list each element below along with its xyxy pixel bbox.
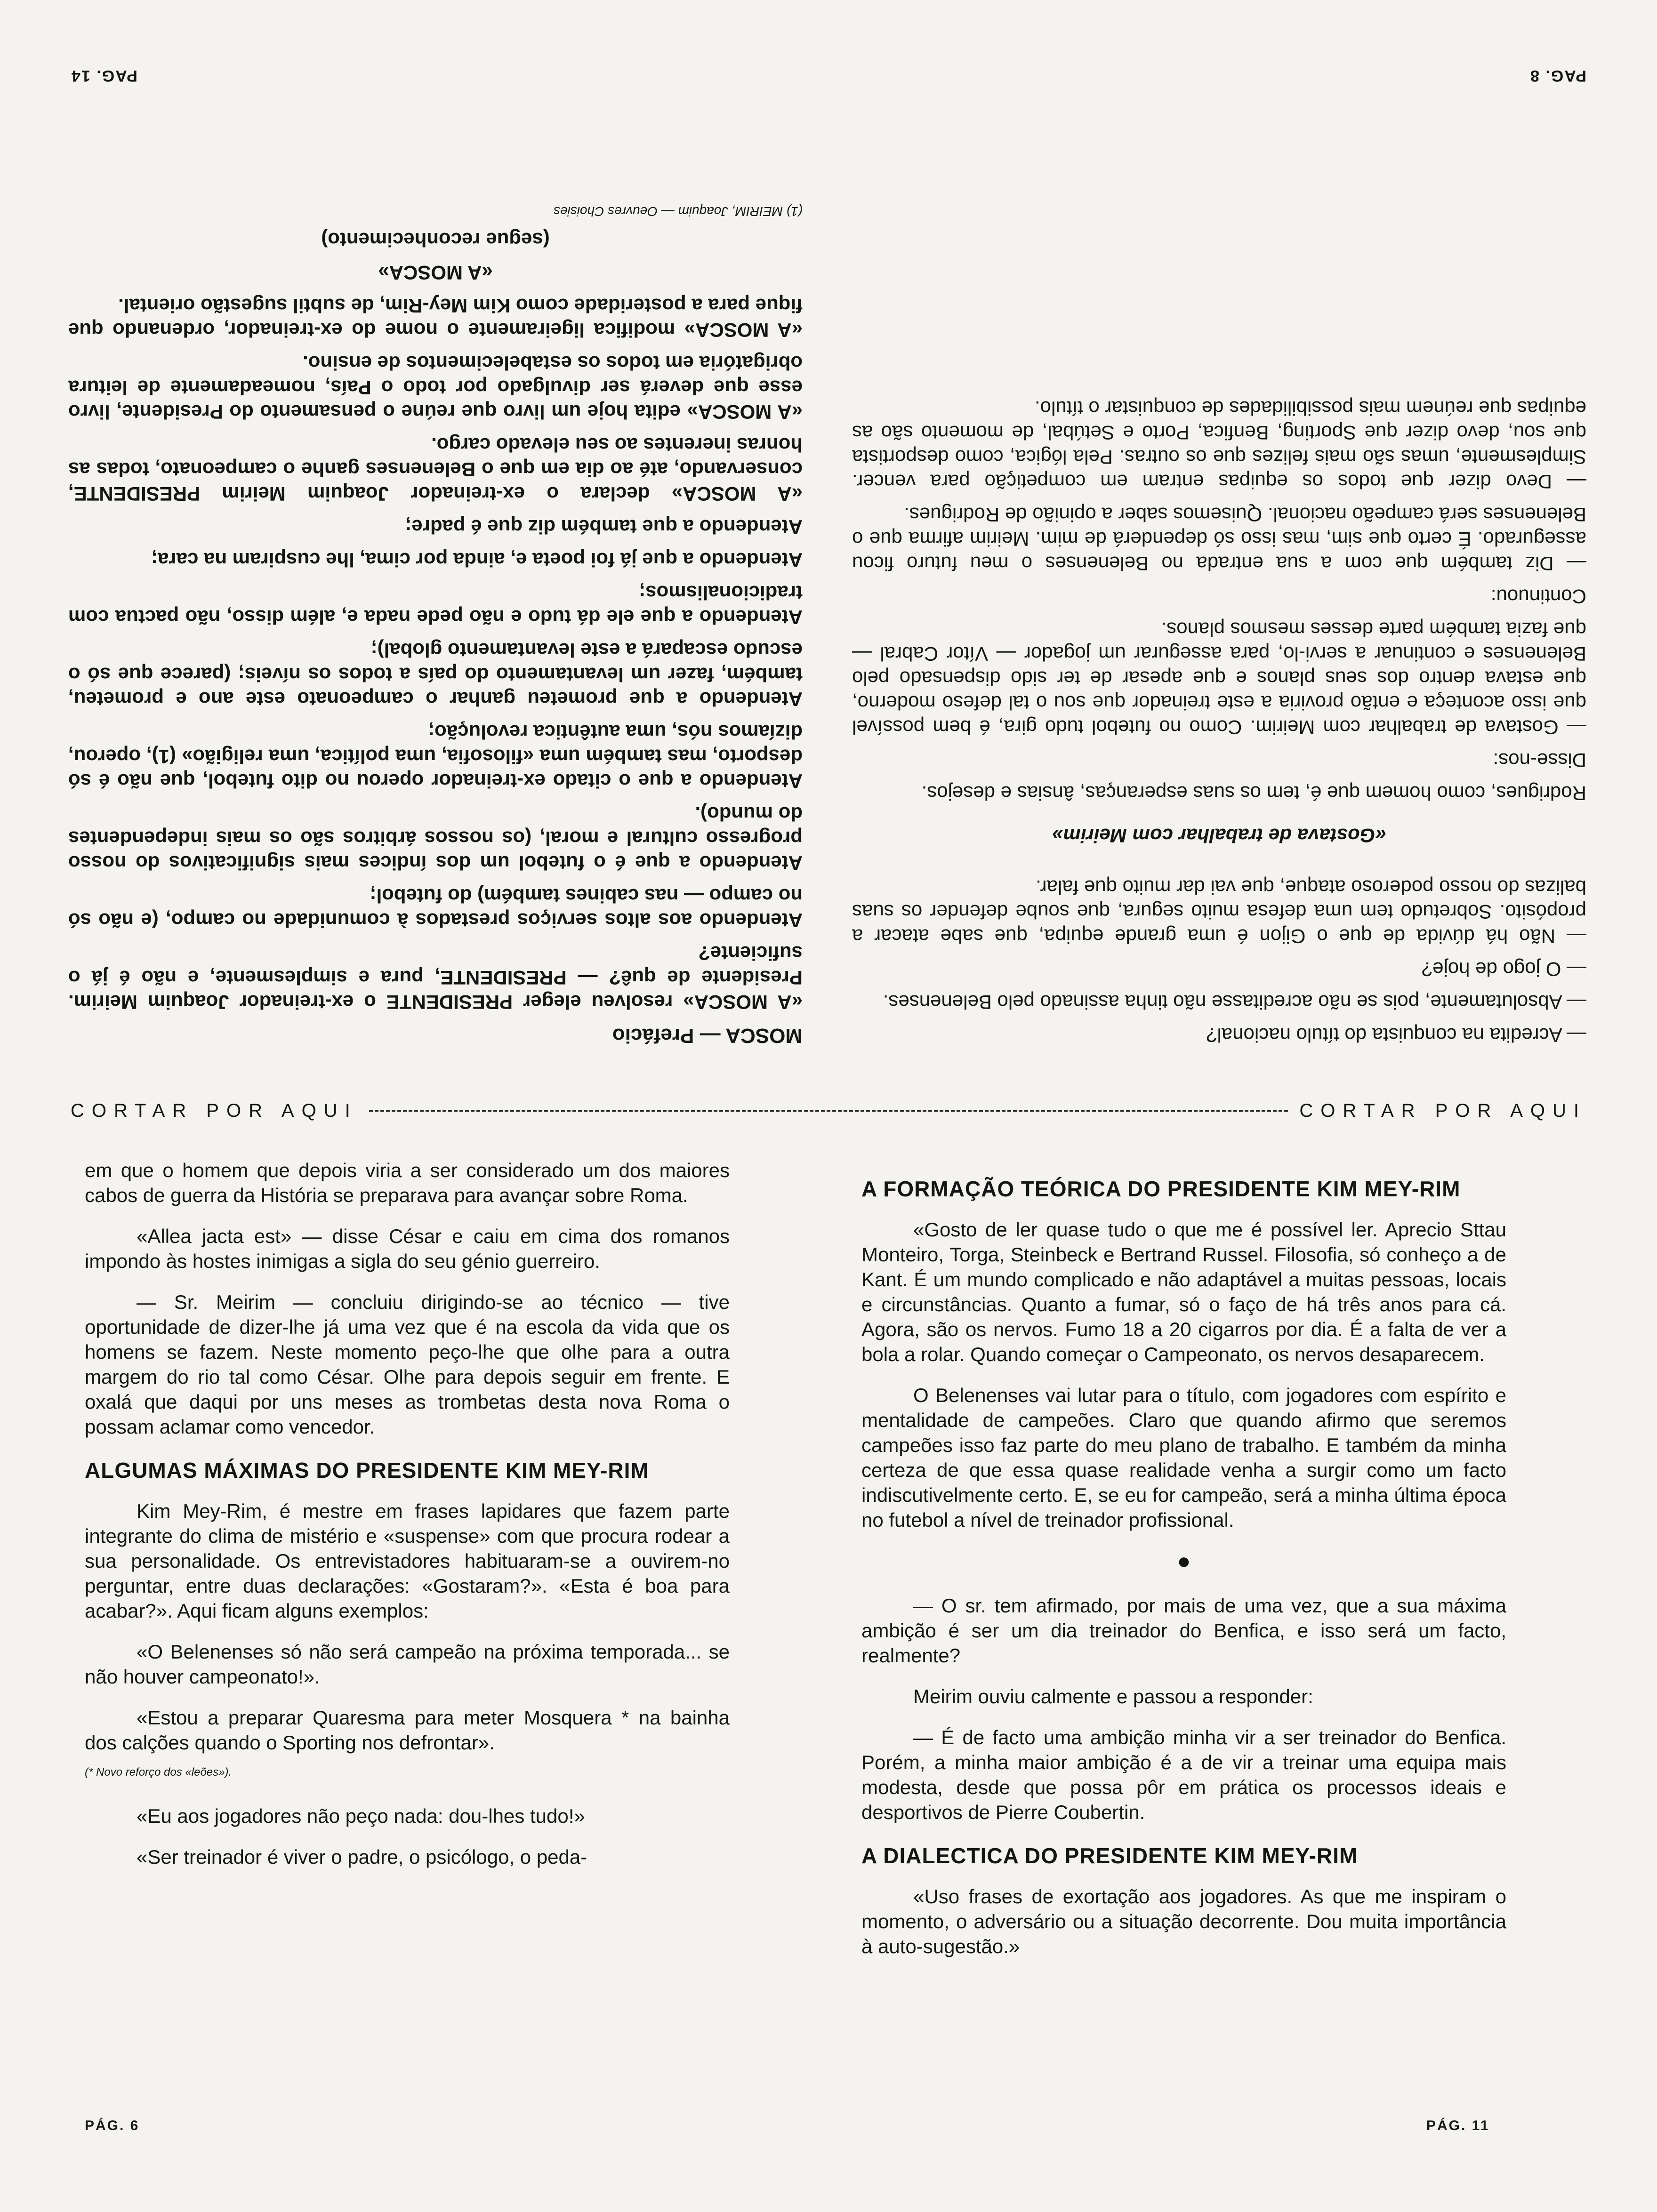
right-paragraph: «Uso frases de exortação aos jogadores. As que me inspiram o momento, o adversário ou a situação decorrente. Dou muita importância à auto-sugestão.» [861,1885,1506,1957]
upper-left-signature: «A MOSCA» [378,262,493,284]
upper-left-paragraph: «A MOSCA» declara o ex-treinador Joaquim Meirim PRESIDENTE, conservando, até ao dia em que o Belenenses ganhe o campeonato, todas as honras inerentes ao seu elevado cargo. [68,434,803,505]
right-paragraph: O Belenenses vai lutar para o título, com jogadores com espírito e mentalidade de campeões. Claro que quando afirmo que seremos campeões isso faz parte do meu plano de trabalho. E também da minha certeza de que essa quase realidade venha a surgir como um facto indiscutivelmente certo. E, se eu for campeão, será a minha última época no futebol a nível de treinador profissional. [861,1384,1506,1531]
upper-right-paragraph: — Absolutamente, pois se não acreditasse não tinha assinado pelo Belenenses. [883,991,1586,1013]
left-paragraph: em que o homem que depois viria a ser considerado um dos maiores cabos de guerra da História se preparava para avançar sobre Roma. [85,1159,730,1206]
upper-left-closing: (segue reconhecimento) [321,229,550,251]
left-section-heading: ALGUMAS MÁXIMAS DO PRESIDENTE KIM MEY-RIM [85,1458,649,1483]
left-quote: «O Belenenses só não será campeão na próxima temporada... se não houver campeonato!». [85,1641,730,1688]
upper-left-paragraph: Atendendo a que o citado ex-treinador operou no dito futebol, que não é só desporto, mas também uma «filosofia, uma política, uma religião» (1), operou, dizíamos nós, uma autêntica revolução; [68,721,803,792]
upper-page-number-8: PAG. 8 [1529,67,1586,85]
left-paragraph: Kim Mey-Rim, é mestre em frases lapidares que fazem parte integrante do clima de mistério e «suspense» com que procura rodear a sua personalidade. Os entrevistadores habituaram-se a ouvirem-no perguntar, entre duas declarações: «Gostaram?». «Esta é boa para acabar?». Aqui ficam alguns exemplos: [85,1500,730,1622]
left-quote: «Estou a preparar Quaresma para meter Mosquera * na bainha dos calções quando o Sporting nos defrontar». [85,1707,730,1754]
upper-left-paragraph: «A MOSCA» modifica ligeiramente o nome do ex-treinador, ordenando que fique para a posteridade como Kim Mey-Rim, de subtil sugestão oriental. [68,295,803,341]
upper-right-paragraph: Disse-nos: [1493,749,1586,771]
upper-left-heading: MOSCA — Prefácio [612,1024,803,1047]
upper-right-paragraph: — Diz também que com a sua entrada no Belenenses o meu futuro ficou assegurado. É certo que sim, mas isso só dependerá de mim. Meirim afirma que o Belenenses será campeão nacional. Quisemos saber a opinião de Rodrigues. [852,504,1586,575]
cut-line-right-text: CORTAR POR AQUI [1299,1100,1586,1121]
upper-left-paragraph: Atendendo a que prometeu ganhar o campeonato este ano e prometeu, também, fazer um levantamento do país a todos os níveis; (parece que só o escudo escapará a este levantamento global); [68,639,803,710]
upper-left-paragraph: «A MOSCA» edita hoje um livro que reúne o pensamento do Presidente, livro esse que deverá ser divulgado por todo o País, nomeadamente de leitura obrigatória em todos os estabelecimentos de ensino. [68,352,803,423]
right-paragraph: — O sr. tem afirmado, por mais de uma vez, que a sua máxima ambição é ser um dia treinador do Benfica, e isso será um facto, realmente? [861,1595,1506,1667]
upper-left-paragraph: Atendendo a que já foi poeta e, ainda por cima, lhe cuspiram na cara; [151,549,803,571]
right-section-heading-formacao: A FORMAÇÃO TEÓRICA DO PRESIDENTE KIM MEY-RIM [861,1177,1461,1201]
left-quote: «Ser treinador é viver o padre, o psicólogo, o peda- [137,1846,587,1868]
cut-line [71,1097,1586,1125]
upper-right-paragraph: — Acredita na conquista do título nacional? [1206,1024,1586,1046]
left-paragraph: «Allea jacta est» — disse César e caiu em cima dos romanos impondo às hostes inimigas a sigla do seu génio guerreiro. [85,1225,730,1272]
upper-page-number-14: PAG. 14 [71,67,137,85]
upper-right-paragraph: — Devo dizer que todos os equipas entram em competição para vencer. Simplesmente, umas são mais felizes que os outras. Pela lógica, como desportista que sou, devo dizer que Sporting, Benfica, Porto e Setúbal, de momento são as equipas que reúnem mais possibilidades de conquistar o título. [852,397,1586,493]
left-quote: «Eu aos jogadores não peço nada: dou-lhes tudo!» [137,1805,585,1827]
left-paragraph: — Sr. Meirim — concluiu dirigindo-se ao técnico — tive oportunidade de dizer-lhe já uma vez que é na escola da vida que os homens se fazem. Neste momento peço-lhe que olhe para a outra margem do rio tal como César. Olhe para depois seguir em frente. E oxalá que daqui por uns meses as trombetas desta nova Roma o possam aclamar como vencedor. [85,1291,730,1438]
right-paragraph: Meirim ouviu calmente e passou a responder: [913,1685,1313,1707]
upper-right-paragraph: Continuou: [1490,585,1586,608]
upper-right-paragraph: Rodrigues, como homem que é, tem os suas esperanças, ânsias e desejos. [921,782,1586,804]
upper-left-paragraph: «A MOSCA» resolveu eleger PRESIDENTE o ex-treinador Joaquim Meirim. Presidente de quê? — PRESIDENTE, pura e simplesmente, e não é já o suficiente? [68,942,803,1013]
right-paragraph: «Gosto de ler quase tudo o que me é possível ler. Aprecio Sttau Monteiro, Torga, Steinbeck e Bertrand Russel. Filosofia, só conheço a de Kant. É um mundo complicado e não adaptável a muitas pessoas, locais e circunstâncias. Quanto a fumar, só o faço de há três anos para cá. Agora, são os nervos. Fumo 18 a 20 cigarros por dia. É a falta de ver a bola a rolar. Quando começar o Campeonato, os nervos desaparecem. [861,1218,1506,1365]
upper-left-footnote: (1) MEIRIM, Joaquim — Oeuvres Choisies [553,204,803,219]
bullet-separator: ● [1177,1549,1191,1574]
page-number-6: PÁG. 6 [85,2118,140,2133]
left-footnote: (* Novo reforço dos «leões»). [85,1766,232,1779]
upper-right-paragraph: — O jogo de hoje? [1421,958,1586,980]
right-section-heading-dialectica: A DIALECTICA DO PRESIDENTE KIM MEY-RIM [861,1843,1358,1868]
upper-left-paragraph: Atendendo aos altos serviços prestados à comunidade no campo, (e não só no campo — nas cabines também) do futebol; [68,885,803,931]
upper-left-paragraph: Atendendo a que ele dá tudo e não pede nada e, além disso, não pactua com tradicionalismos; [68,582,803,628]
upper-right-subheading: «Gostava de trabalhar com Meirim» [1052,825,1386,847]
lower-left-column [85,1158,730,1885]
inverted-upper-half [0,0,1657,1087]
scissors-dash-line [369,1110,1288,1112]
cut-line-left-text: CORTAR POR AQUI [71,1100,358,1121]
upper-inverted-column-right [852,387,1586,1047]
right-paragraph: — É de facto uma ambição minha vir a ser treinador do Benfica. Porém, a minha maior ambição é a de vir a treinar uma equipa mais modesta, desde que possa pôr em prática os processos ideais e desportivos de Pierre Coubertin. [861,1726,1506,1823]
lower-right-column [861,1158,1506,1975]
upper-right-paragraph: — Não há dúvida de que o Gijon é uma grande equipa, que sabe atacar a propósito. Sobretudo tem uma defesa muito segura, que soube defender os suas balizas do nosso poderoso ataque, que vai dar muito que falar. [852,876,1586,947]
upper-left-paragraph: Atendendo a que também diz que é padre; [405,516,803,538]
upper-right-paragraph: — Gostava de trabalhar com Meirim. Como no futebol tudo gira, é bem possível que isso aconteça e então proviria a este treinador que sou o tal defeso moderno, que estava dentro dos seus planos e que apesar de ter sido dispensado pelo Belenenses e continuar a servi-lo, para assegurar um jogador — Vítor Cabral — que fazia também parte desses mesmos planos. [852,618,1586,738]
page-number-11: PÁG. 11 [1426,2118,1490,2133]
upper-inverted-column-left [68,204,803,1047]
upper-left-paragraph: Atendendo a que é o futebol um dos índices mais significativos do nosso progresso cultural e moral, (os nossos árbitros são os mais independentes do mundo). [68,803,803,874]
